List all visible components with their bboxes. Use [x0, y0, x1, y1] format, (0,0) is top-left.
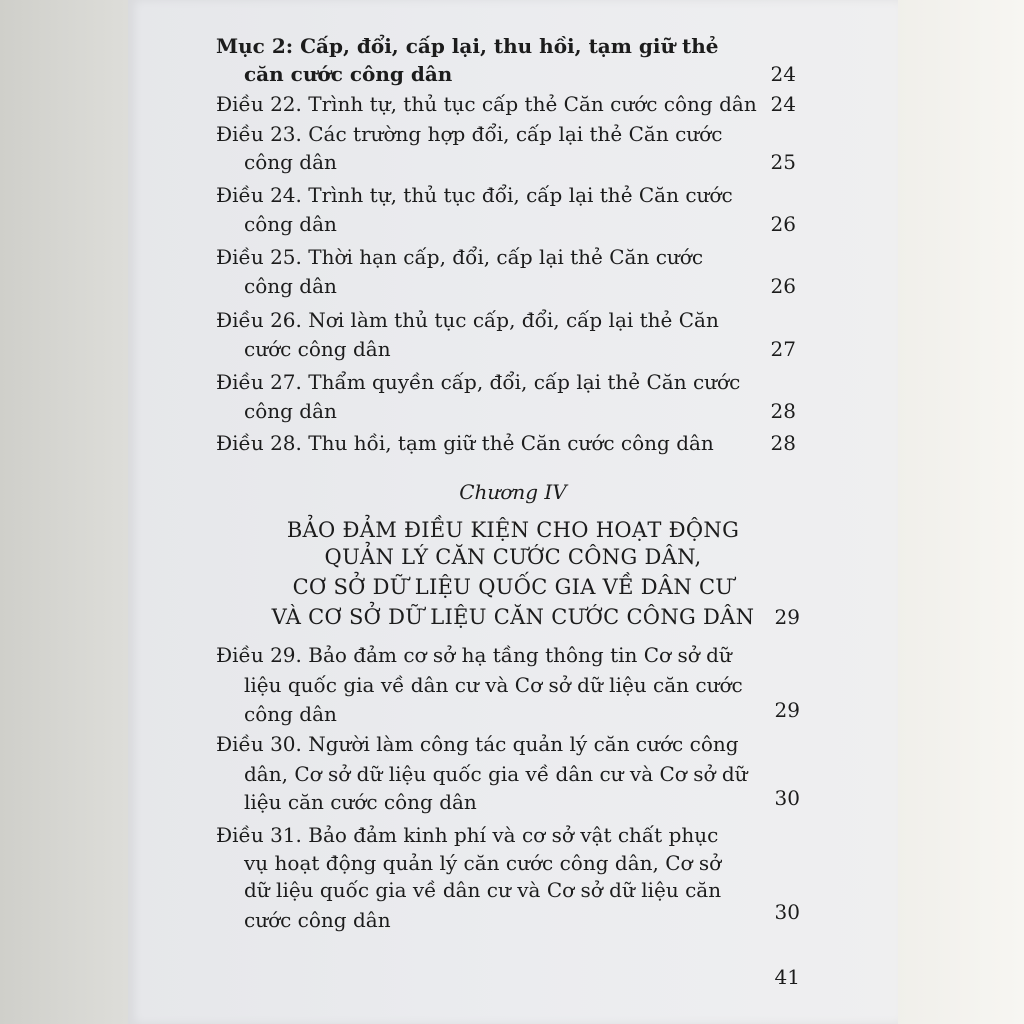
toc-entry-30-line3: liệu căn cước công dân — [244, 790, 477, 814]
chapter-title-line2: QUẢN LÝ CĂN CƯỚC CÔNG DÂN, — [324, 545, 702, 569]
toc-entry-29-line2: liệu quốc gia về dân cư và Cơ sở dữ liệu căn cước — [244, 673, 743, 697]
toc-entry-22-line1: Điều 22. Trình tự, thủ tục cấp thẻ Căn cước công dân — [216, 92, 757, 116]
page-number: 41 — [774, 965, 800, 989]
toc-entry-25-line1: Điều 25. Thời hạn cấp, đổi, cấp lại thẻ Căn cước — [216, 245, 704, 269]
toc-entry-27-line2: công dân — [244, 399, 337, 423]
toc-entry-29-line1: Điều 29. Bảo đảm cơ sở hạ tầng thông tin Cơ sở dữ — [216, 643, 732, 667]
background-right — [894, 0, 1024, 1024]
toc-entry-29-line3: công dân — [244, 702, 337, 726]
toc-entry-30-line2: dân, Cơ sở dữ liệu quốc gia về dân cư và Cơ sở dữ — [244, 762, 748, 786]
toc-entry-22-page: 24 — [770, 92, 796, 116]
section-heading-line1: Mục 2: Cấp, đổi, cấp lại, thu hồi, tạm giữ thẻ — [216, 34, 719, 58]
toc-entry-31-line1: Điều 31. Bảo đảm kinh phí và cơ sở vật chất phục — [216, 823, 719, 847]
toc-entry-27-line1: Điều 27. Thẩm quyền cấp, đổi, cấp lại thẻ Căn cước — [216, 370, 741, 394]
book-page — [128, 0, 898, 1024]
toc-entry-31-line2: vụ hoạt động quản lý căn cước công dân, Cơ sở — [244, 851, 722, 875]
toc-entry-24-page: 26 — [770, 212, 796, 236]
toc-entry-31-page: 30 — [774, 900, 800, 924]
toc-entry-31-line3: dữ liệu quốc gia về dân cư và Cơ sở dữ liệu căn — [244, 878, 722, 902]
toc-entry-23-line2: công dân — [244, 150, 337, 174]
toc-entry-30-line1: Điều 30. Người làm công tác quản lý căn cước công — [216, 732, 739, 756]
background-left — [0, 0, 135, 1024]
toc-entry-24-line2: công dân — [244, 212, 337, 236]
toc-entry-27-page: 28 — [770, 399, 796, 423]
section-page-number: 24 — [770, 62, 796, 86]
toc-entry-28-line1: Điều 28. Thu hồi, tạm giữ thẻ Căn cước công dân — [216, 431, 714, 455]
toc-entry-30-page: 30 — [774, 786, 800, 810]
toc-entry-31-line4: cước công dân — [244, 908, 391, 932]
chapter-title-line4: VÀ CƠ SỞ DỮ LIỆU CĂN CƯỚC CÔNG DÂN — [271, 605, 755, 629]
toc-entry-23-line1: Điều 23. Các trường hợp đổi, cấp lại thẻ Căn cước — [216, 122, 723, 146]
section-heading-line2: căn cước công dân — [244, 62, 453, 86]
toc-entry-24-line1: Điều 24. Trình tự, thủ tục đổi, cấp lại thẻ Căn cước — [216, 183, 733, 207]
toc-entry-28-page: 28 — [770, 431, 796, 455]
toc-entry-26-line2: cước công dân — [244, 337, 391, 361]
toc-entry-26-page: 27 — [770, 337, 796, 361]
toc-entry-25-page: 26 — [770, 274, 796, 298]
toc-entry-26-line1: Điều 26. Nơi làm thủ tục cấp, đổi, cấp lại thẻ Căn — [216, 308, 719, 332]
toc-entry-29-page: 29 — [774, 698, 800, 722]
chapter-page-number: 29 — [774, 605, 800, 629]
toc-entry-23-page: 25 — [770, 150, 796, 174]
chapter-label: Chương IV — [459, 480, 567, 504]
toc-entry-25-line2: công dân — [244, 274, 337, 298]
chapter-title-line1: BẢO ĐẢM ĐIỀU KIỆN CHO HOẠT ĐỘNG — [286, 518, 740, 542]
chapter-title-line3: CƠ SỞ DỮ LIỆU QUỐC GIA VỀ DÂN CƯ — [292, 575, 734, 599]
